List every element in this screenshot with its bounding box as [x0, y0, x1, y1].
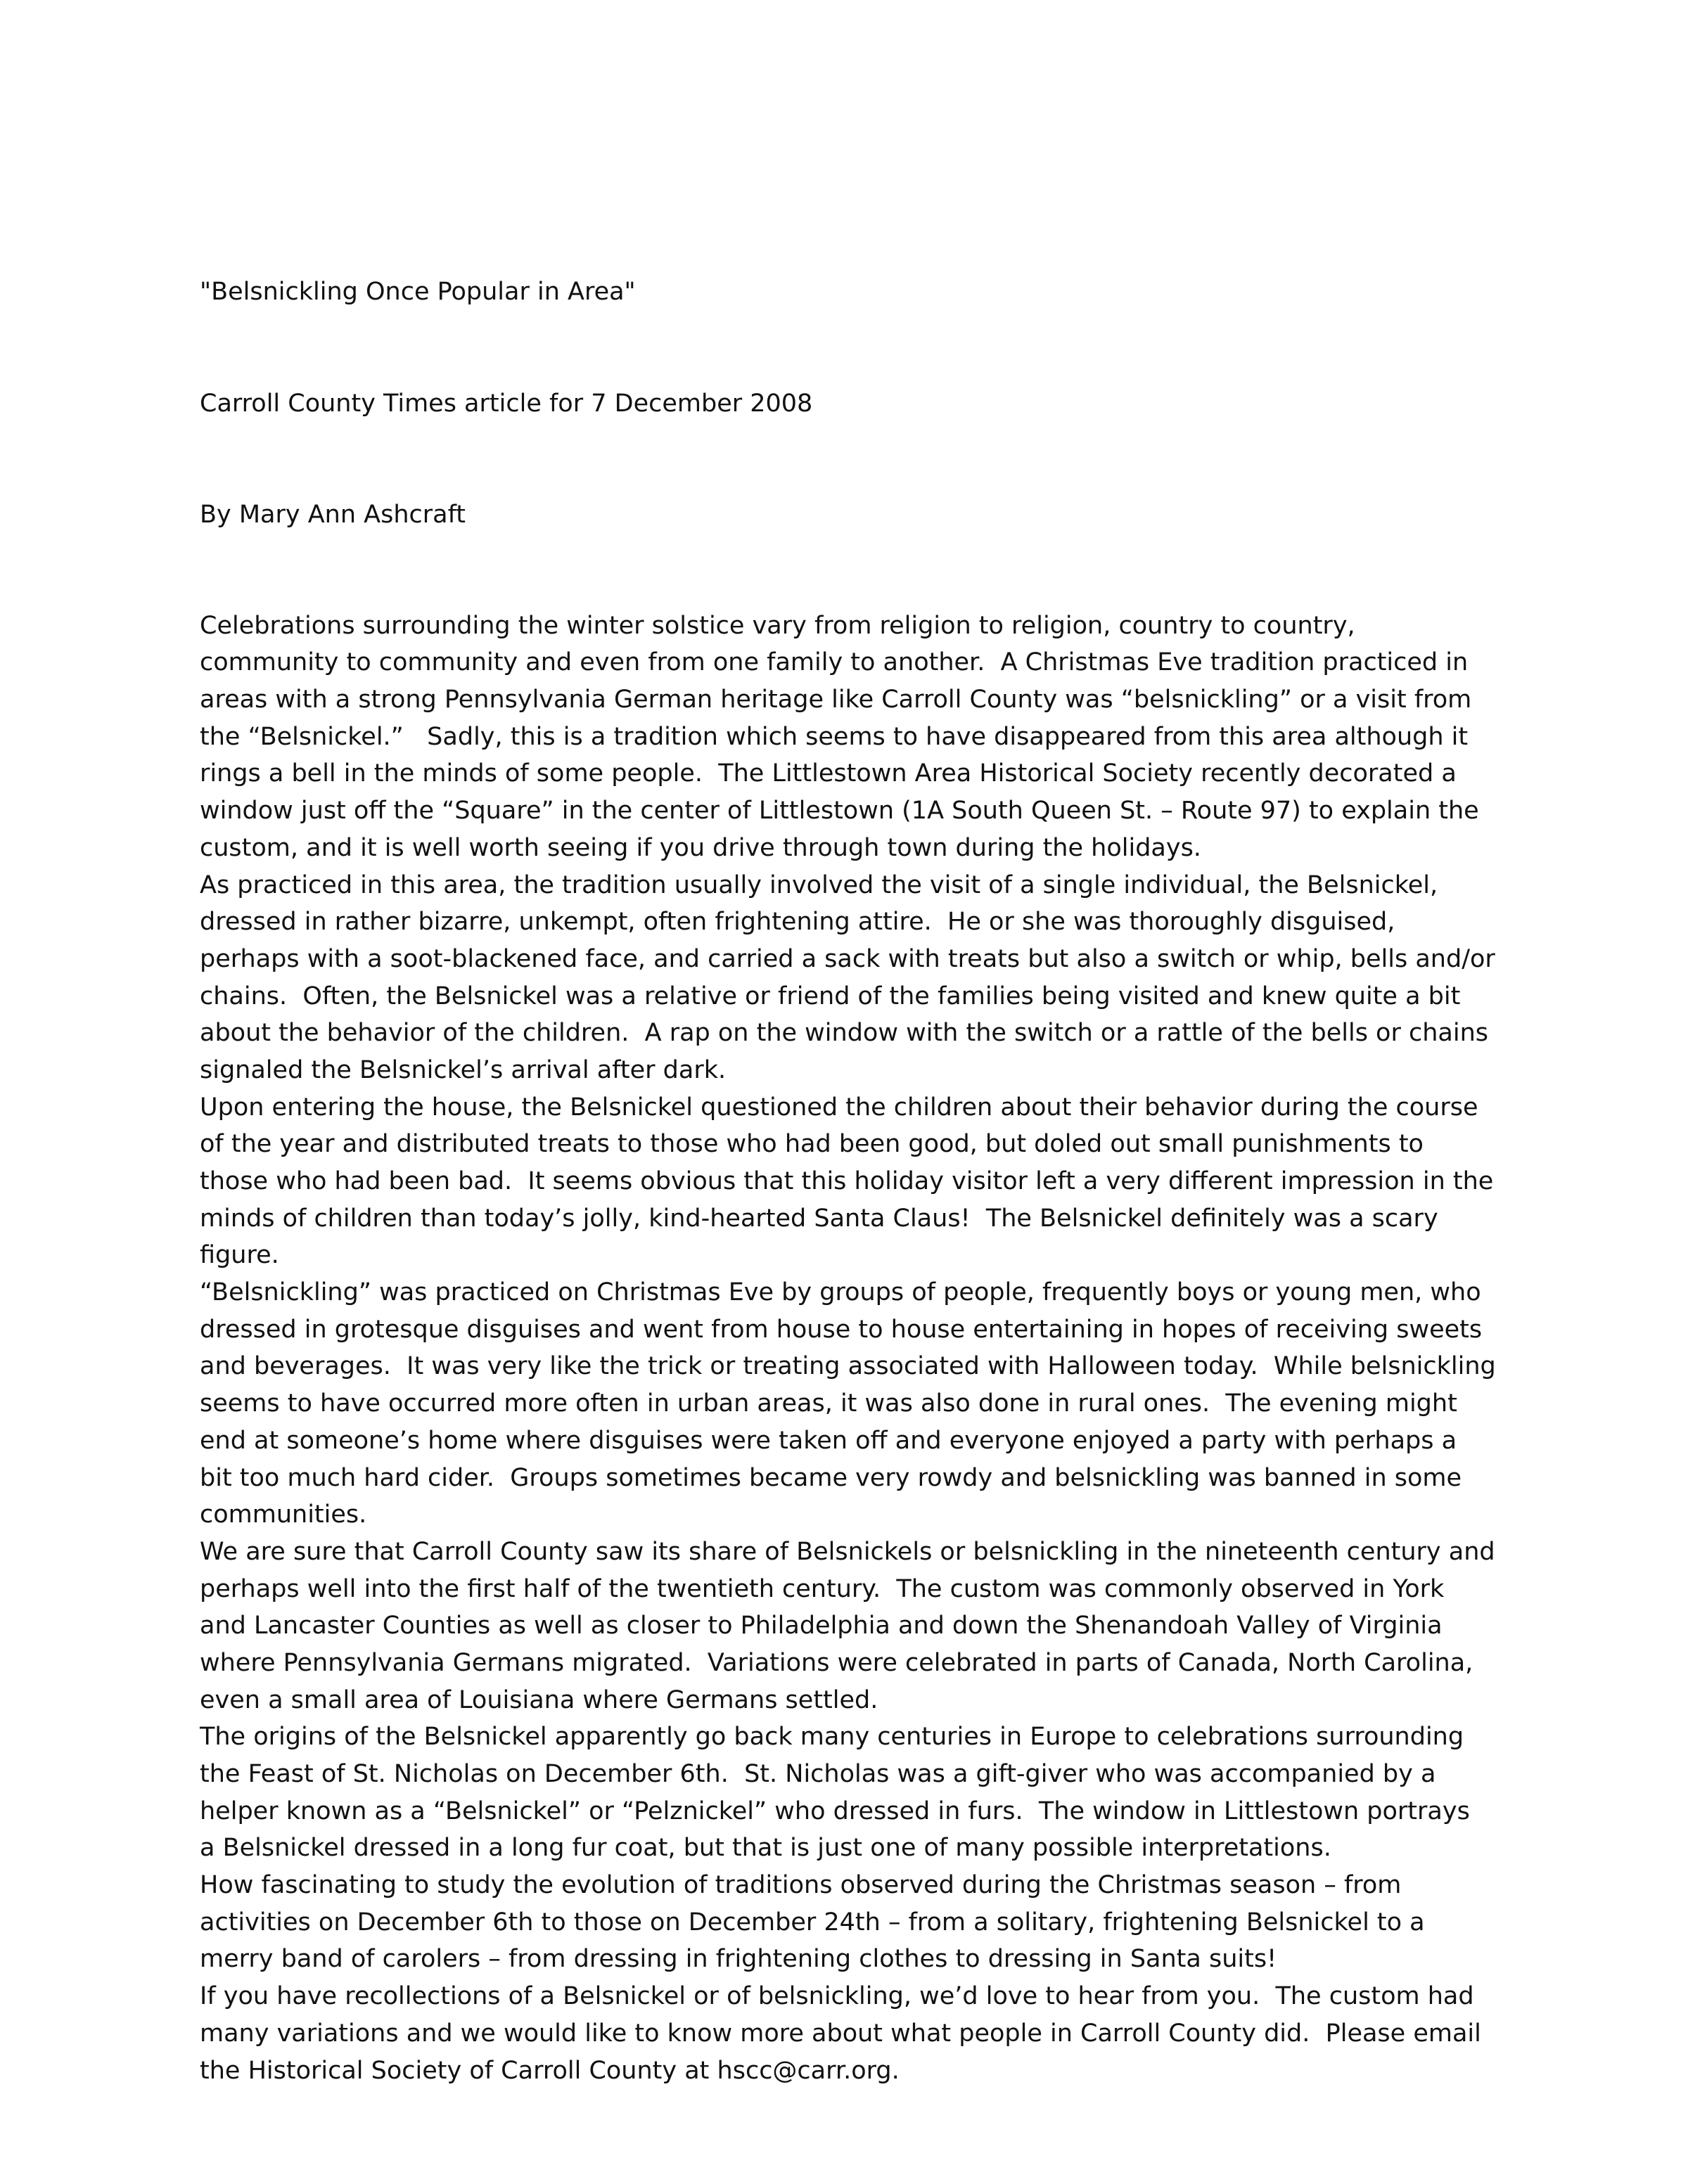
body-line: a Belsnickel dressed in a long fur coat, but that is just one of many possible interpretations. [200, 1834, 1331, 1863]
body-line: the “Belsnickel.” Sadly, this is a tradition which seems to have disappeared from this area although it [200, 722, 1469, 751]
body-line: Upon entering the house, the Belsnickel questioned the children about their behavior during the course [200, 1093, 1478, 1122]
body-line: seems to have occurred more often in urban areas, it was also done in rural ones. The evening might [200, 1389, 1457, 1418]
body-line: the Feast of St. Nicholas on December 6th. St. Nicholas was a gift-giver who was accompanied by a [200, 1760, 1436, 1788]
body-line: chains. Often, the Belsnickel was a relative or friend of the families being visited and knew quite a bit [200, 982, 1461, 1010]
article-text [200, 200, 1522, 2164]
body-line: As practiced in this area, the tradition usually involved the visit of a single individual, the Belsnickel, [200, 871, 1438, 899]
body-line: the Historical Society of Carroll County at hscc@carr.org. [200, 2056, 900, 2085]
body-line: communities. [200, 1501, 367, 1529]
body-line: and beverages. It was very like the trick or treating associated with Halloween today. While belsnickling [200, 1352, 1496, 1381]
body-line: end at someone’s home where disguises were taken off and everyone enjoyed a party with perhaps a [200, 1426, 1457, 1455]
body-line: activities on December 6th to those on December 24th – from a solitary, frightening Belsnickel to a [200, 1908, 1425, 1936]
body-line: about the behavior of the children. A rap on the window with the switch or a rattle of the bells or chains [200, 1019, 1488, 1048]
body-line: even a small area of Louisiana where Germans settled. [200, 1685, 878, 1714]
body-line: How fascinating to study the evolution of traditions observed during the Christmas season – from [200, 1871, 1402, 1900]
body-line: figure. [200, 1241, 279, 1270]
body-line: If you have recollections of a Belsnickel or of belsnickling, we’d love to hear from you. The custom had [200, 1982, 1474, 2011]
body-line: Celebrations surrounding the winter solstice vary from religion to religion, country to country, [200, 611, 1355, 640]
body-line: perhaps with a soot-blackened face, and carried a sack with treats but also a switch or whip, bells and/or [200, 944, 1495, 973]
body-line: “Belsnickling” was practiced on Christmas Eve by groups of people, frequently boys or young men, who [200, 1278, 1481, 1307]
body-line: and Lancaster Counties as well as closer to Philadelphia and down the Shenandoah Valley of Virginia [200, 1612, 1443, 1640]
body-line: signaled the Belsnickel’s arrival after dark. [200, 1055, 727, 1084]
body-line: dressed in rather bizarre, unkempt, often frightening attire. He or she was thoroughly disguised, [200, 908, 1395, 937]
body-line: minds of children than today’s jolly, kind-hearted Santa Claus! The Belsnickel definitely was a scary [200, 1204, 1438, 1233]
body-line: of the year and distributed treats to those who had been good, but doled out small punishments to [200, 1130, 1424, 1159]
body-line: areas with a strong Pennsylvania German heritage like Carroll County was “belsnickling” or a visit from [200, 686, 1472, 714]
article-source: Carroll County Times article for 7 December 2008 [200, 389, 813, 418]
article-byline: By Mary Ann Ashcraft [200, 500, 466, 529]
body-line: community to community and even from one family to another. A Christmas Eve tradition practiced in [200, 648, 1469, 677]
body-line: We are sure that Carroll County saw its share of Belsnickels or belsnickling in the nineteenth century and [200, 1537, 1495, 1566]
body-line: many variations and we would like to know more about what people in Carroll County did. Please email [200, 2019, 1481, 2048]
body-line: those who had been bad. It seems obvious that this holiday visitor left a very different impression in the [200, 1167, 1494, 1195]
body-line: helper known as a “Belsnickel” or “Pelznickel” who dressed in furs. The window in Littlestown portrays [200, 1797, 1470, 1825]
article-title: "Belsnickling Once Popular in Area" [200, 278, 636, 307]
body-line: perhaps well into the first half of the twentieth century. The custom was commonly observed in York [200, 1574, 1445, 1603]
body-line: dressed in grotesque disguises and went from house to house entertaining in hopes of receiving sweets [200, 1315, 1483, 1344]
body-line: custom, and it is well worth seeing if you drive through town during the holidays. [200, 833, 1201, 862]
article-body [200, 608, 1522, 2090]
body-line: The origins of the Belsnickel apparently go back many centuries in Europe to celebrations surrounding [200, 1723, 1464, 1752]
body-line: merry band of carolers – from dressing in frightening clothes to dressing in Santa suits! [200, 1945, 1277, 1974]
body-line: rings a bell in the minds of some people. The Littlestown Area Historical Society recently decorated a [200, 759, 1457, 788]
body-line: window just off the “Square” in the center of Littlestown (1A South Queen St. – Route 97) to explain the [200, 797, 1479, 826]
body-line: where Pennsylvania Germans migrated. Variations were celebrated in parts of Canada, North Carolina, [200, 1648, 1473, 1677]
body-line: bit too much hard cider. Groups sometimes became very rowdy and belsnickling was banned in some [200, 1463, 1462, 1492]
